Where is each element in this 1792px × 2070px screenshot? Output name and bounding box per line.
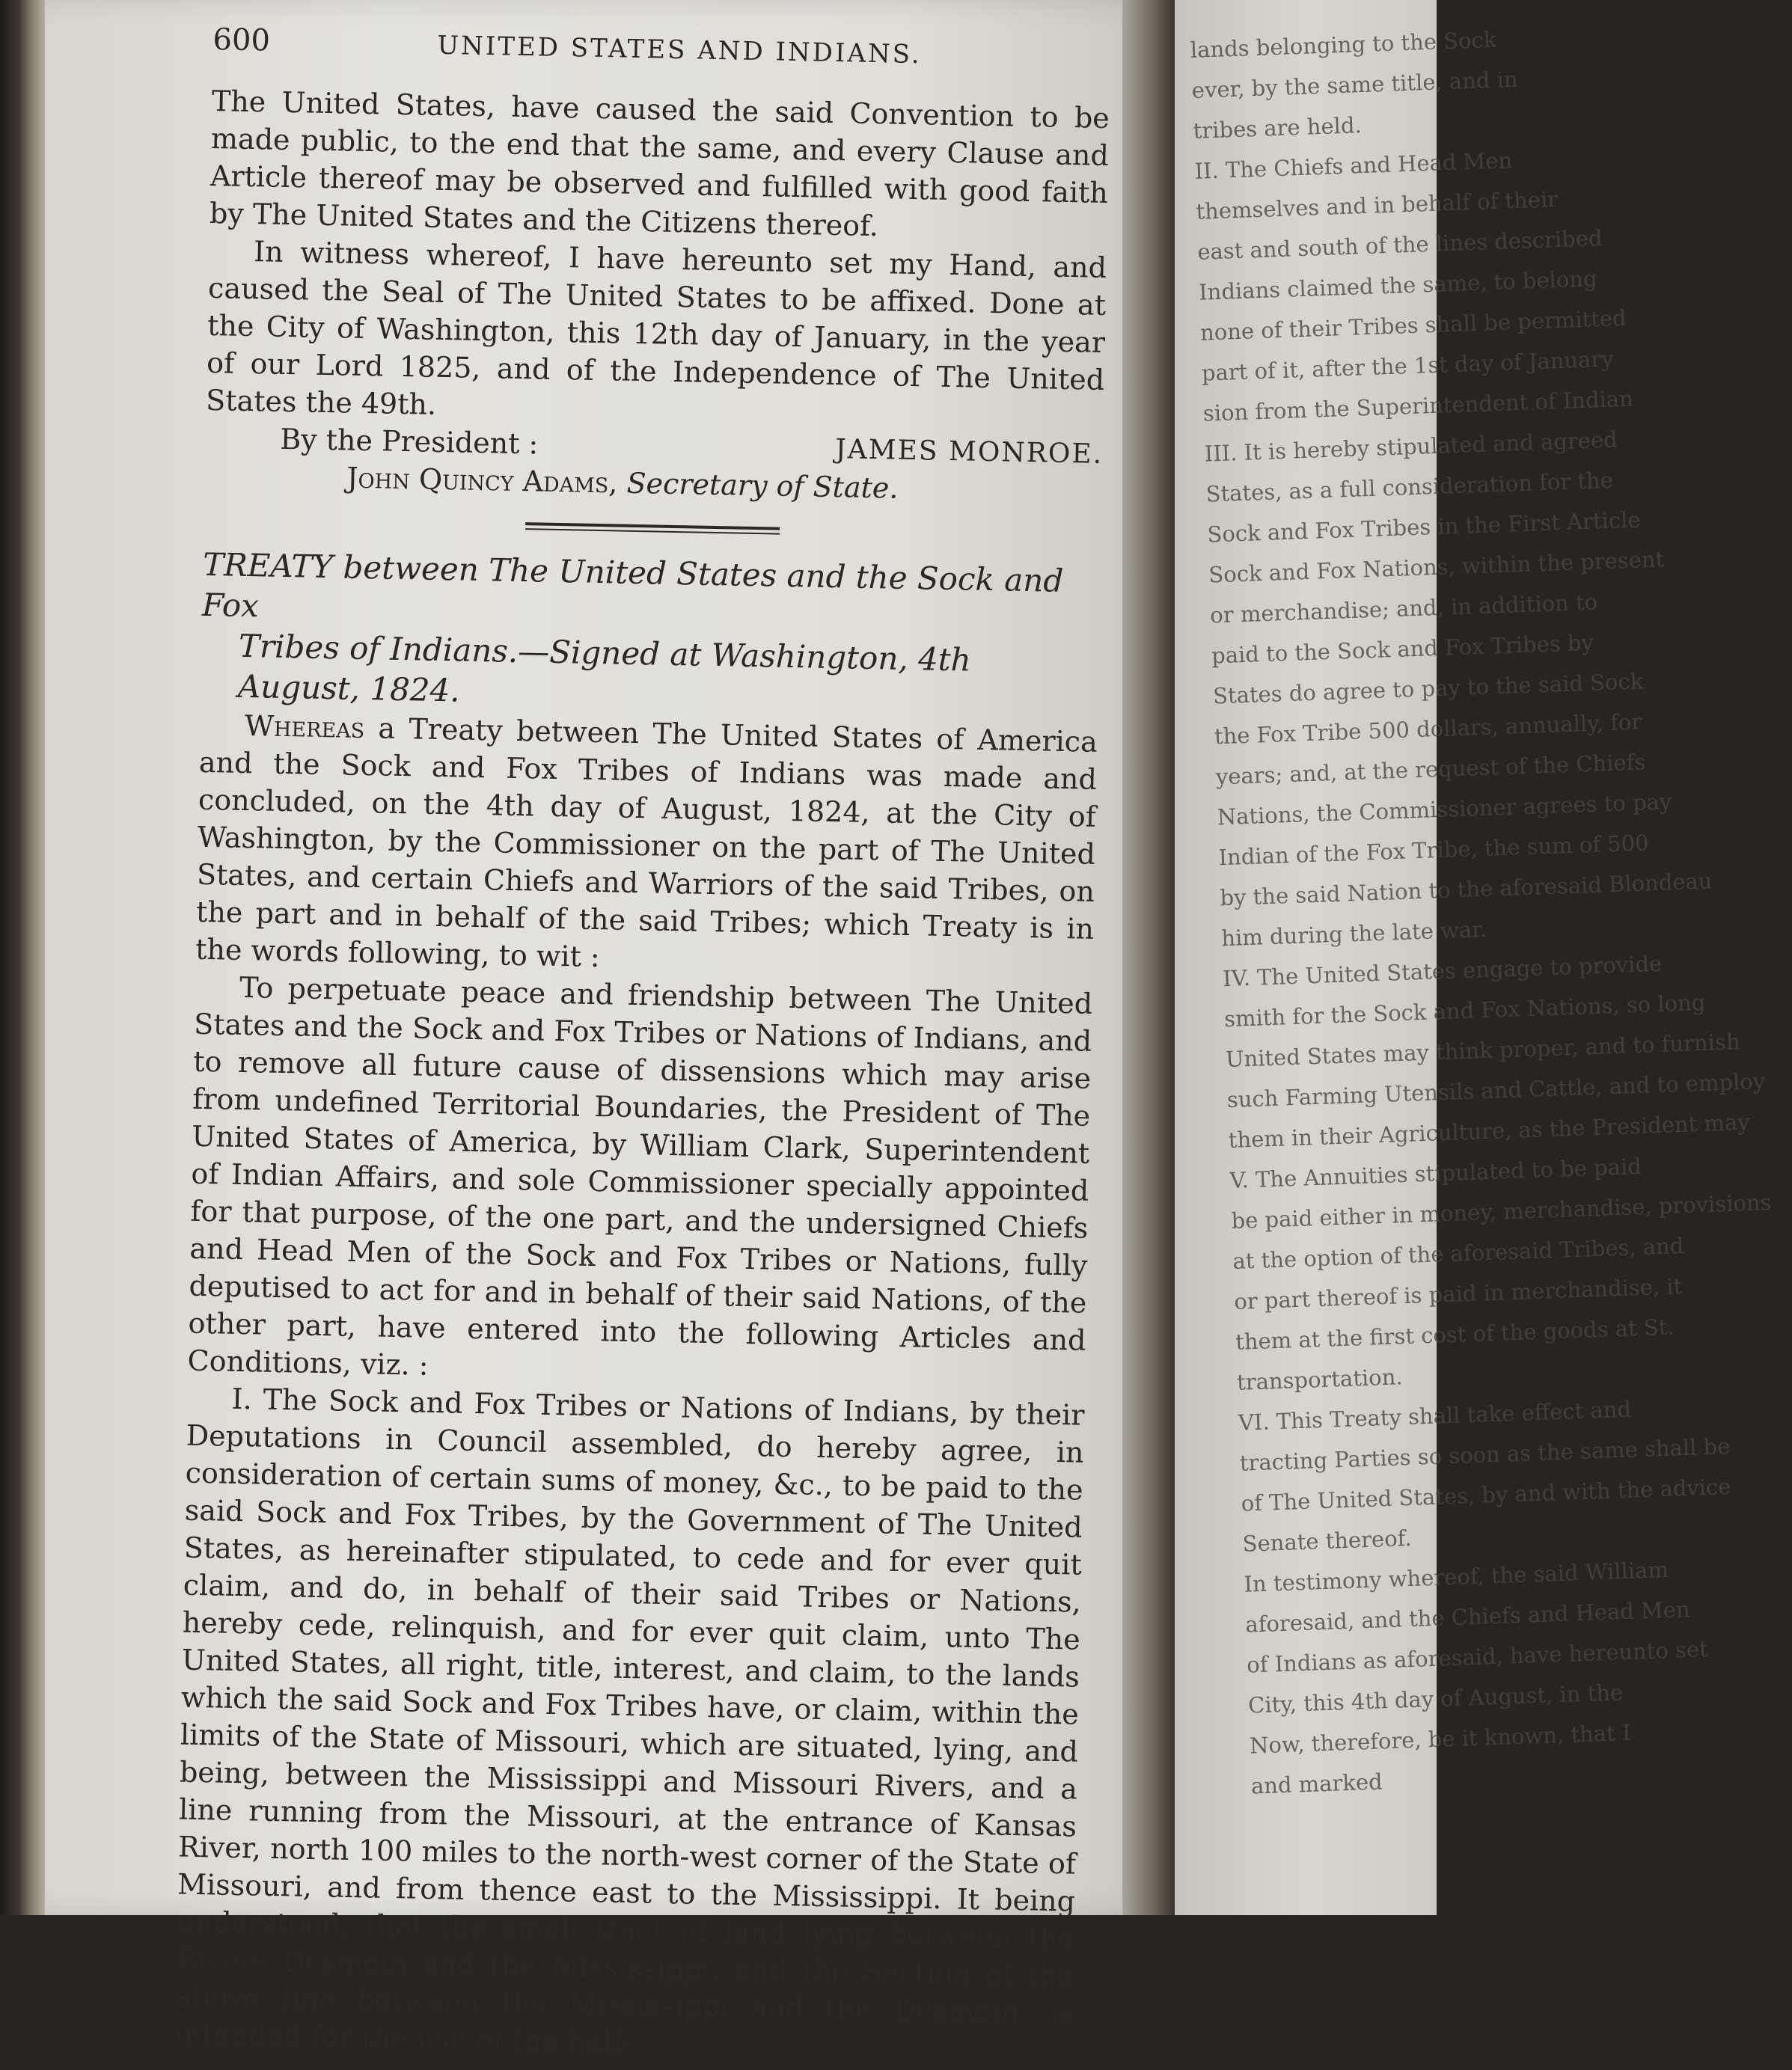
article-one: I. The Sock and Fox Tribes or Nations of Indians, by their Deputations in Council assembled, do hereby agree, in consideration of certain sums of money, &c., to be paid to the said Sock and Fox Tribes, by the Government of The United States, as hereinafter stipulated, to cede and for ever quit claim, and do, in behalf of their said Tribes or Nations, hereby cede, relinquish, and for ever quit claim, unto The United States, all right, title, interest, and claim, to the lands which the said Sock and Fox Tribes have, or claim, within the limits of the State of Missouri, which are situated, lying, and being, between the Mississippi and Missouri Rivers, and a line running from the Missouri, at the entrance of Kansas River, north 100 miles to the north-west corner of the State of Missouri, and from thence east to the Mississippi. It being understood, that the small tract of land lying between the Rivers Desmoin and the Mississippi, and the Section of the above line between the Mississippi and the Desmoin, is intended for the use of the half- <box>174 1382 1085 2060</box>
facing-page-line: the Fox Tribe 500 dollars, annually, for <box>1214 708 1642 750</box>
president-signature: JAMES MONROE. <box>834 434 1104 470</box>
facing-page-line: themselves and in behalf of their <box>1195 186 1559 224</box>
facing-page-line: II. The Chiefs and Head Men <box>1194 147 1513 184</box>
facing-page-line: Nations, the Commissioner agrees to pay <box>1217 789 1672 830</box>
facing-page-line: States do agree to pay to the said Sock <box>1212 668 1644 709</box>
facing-page-line: transportation. <box>1236 1364 1404 1395</box>
facing-page-line: and marked <box>1250 1769 1383 1799</box>
treaty-title-rest: between The United States and the Sock and Fox <box>201 548 1064 625</box>
facing-page-line: States, as a full consideration for the <box>1205 467 1614 507</box>
facing-page-line: aforesaid, and the Chiefs and Head Men <box>1244 1596 1691 1638</box>
secretary-title: Secretary of State. <box>626 466 899 505</box>
facing-page-line: City, this 4th day of August, in the <box>1247 1679 1624 1718</box>
facing-page-line: by the said Nation to the aforesaid Blondeau <box>1219 868 1713 911</box>
treaty-title <box>200 545 1101 723</box>
facing-page-line: of The United States, by and with the advice <box>1241 1473 1731 1516</box>
preamble-paragraph: To perpetuate peace and friendship between The United States and the Sock and Fox Tribes or Nations of Indians, and to remove all future cause of dissensions which may arise from undefined Territorial Boundaries, the President of The United States of America, by William Clark, Superintendent of Indian Affairs, and sole Commissioner specially appointed for that purpose, of the one part, and the undersigned Chiefs and Head Men of the Sock and Fox Tribes or Nations, fully deputised to act for and in behalf of their said Nations, of the other part, have entered into the following Articles and Conditions, viz. : <box>187 970 1093 1382</box>
facing-page-line: him during the late war. <box>1220 916 1487 952</box>
facing-page-line: or merchandise; and, in addition to <box>1209 589 1598 628</box>
facing-page-line: east and south of the lines described <box>1196 224 1603 265</box>
facing-page-line: sion from the Superintendent of Indian <box>1202 385 1634 426</box>
facing-page-line: be paid either in money, merchandise, provisions <box>1231 1189 1773 1234</box>
treaty-title-line2: Tribes of Indians.—Signed at Washington, 4th August, 1824. <box>237 627 972 709</box>
facing-page-line: tracting Parties so soon as the same shall be <box>1239 1433 1731 1476</box>
facing-page-line: them at the first cost of the goods at St. <box>1235 1314 1675 1355</box>
whereas-word: Whereas <box>244 708 365 745</box>
facing-page-line: of Indians as aforesaid, have hereunto set <box>1246 1636 1709 1678</box>
facing-page-line: them in their Agriculture, as the President may <box>1228 1109 1751 1154</box>
facing-page-line: Now, therefore, be it known, that I <box>1249 1719 1631 1759</box>
facing-page-line: none of their Tribes shall be permitted <box>1199 304 1627 346</box>
facing-page-line: United States may think proper, and to furnish <box>1225 1029 1741 1073</box>
facing-page-line: Senate thereof. <box>1242 1525 1413 1557</box>
by-the-president: By the President : <box>279 422 539 461</box>
facing-page-line: or part thereof is paid in merchandise, it <box>1233 1273 1683 1314</box>
facing-page-line: smith for the Sock and Fox Nations, so long <box>1223 989 1706 1032</box>
facing-page-line: part of it, after the 1st day of January <box>1201 346 1615 386</box>
running-head: UNITED STATES AND INDIANS. <box>437 30 922 70</box>
facing-page-line: paid to the Sock and Fox Tribes by <box>1211 629 1594 669</box>
facing-page-line: Sock and Fox Nations, within the present <box>1208 546 1665 588</box>
facing-page-line: ever, by the same title, and in <box>1191 66 1519 103</box>
facing-page-text <box>1190 16 1773 1807</box>
page-number: 600 <box>212 22 271 58</box>
facing-page-line: In testimony whereof, the said William <box>1243 1556 1669 1597</box>
facing-page-line: such Farming Utensils and Cattle, and to employ <box>1226 1068 1766 1113</box>
facing-page-line: at the option of the aforesaid Tribes, and <box>1232 1232 1684 1274</box>
page-text <box>174 22 1111 2070</box>
facing-page-line: IV. The United States engage to provide <box>1222 950 1663 992</box>
book-gutter <box>1122 0 1175 1915</box>
witness-paragraph: In witness whereof, I have hereunto set my Hand, and caused the Seal of The United States to be affixed. Done at the City of Washington, this 12th day of January, in the year of our Lord 1825, and of the Independence of The United States the 49th. <box>205 235 1107 421</box>
whereas-paragraph <box>195 706 1098 985</box>
facing-page-line: lands belonging to the Sock <box>1190 26 1497 63</box>
facing-page-line: Sock and Fox Tribes in the First Article <box>1206 506 1642 548</box>
section-divider <box>525 522 780 535</box>
facing-page <box>1175 0 1773 1915</box>
secretary-name: John Quincy Adams, <box>346 461 618 500</box>
book-edge <box>0 0 45 1915</box>
treaty-title-word: TREATY <box>202 545 334 586</box>
facing-page-line: VI. This Treaty shall take effect and <box>1238 1396 1632 1436</box>
facing-page-line: V. The Annuities stipulated to be paid <box>1229 1153 1642 1194</box>
facing-page-line: Indians claimed the same, to belong <box>1198 266 1598 305</box>
whereas-text: a Treaty between The United States of America and the Sock and Fox Tribes of Indians was made and concluded, on the 4th day of August, 1824, at the City of Washington, by the Commissioner on the part of The United States, and certain Chiefs and Warriors of the said Tribes, on the part and in behalf of the said Tribes; which Treaty is in the words following, to wit : <box>195 711 1098 974</box>
facing-page-line: years; and, at the request of the Chiefs <box>1215 749 1646 790</box>
proclamation-paragraph: The United States, have caused the said Convention to be made public, to the end that the same, and every Clause and Article thereof may be observed and fulfilled with good faith by The United States and the Citizens thereof. <box>209 84 1110 243</box>
facing-page-line: III. It is hereby stipulated and agreed <box>1204 426 1618 467</box>
facing-page-line: Indian of the Fox Tribe, the sum of 500 <box>1218 830 1650 871</box>
facing-page-line: tribes are held. <box>1193 112 1363 144</box>
